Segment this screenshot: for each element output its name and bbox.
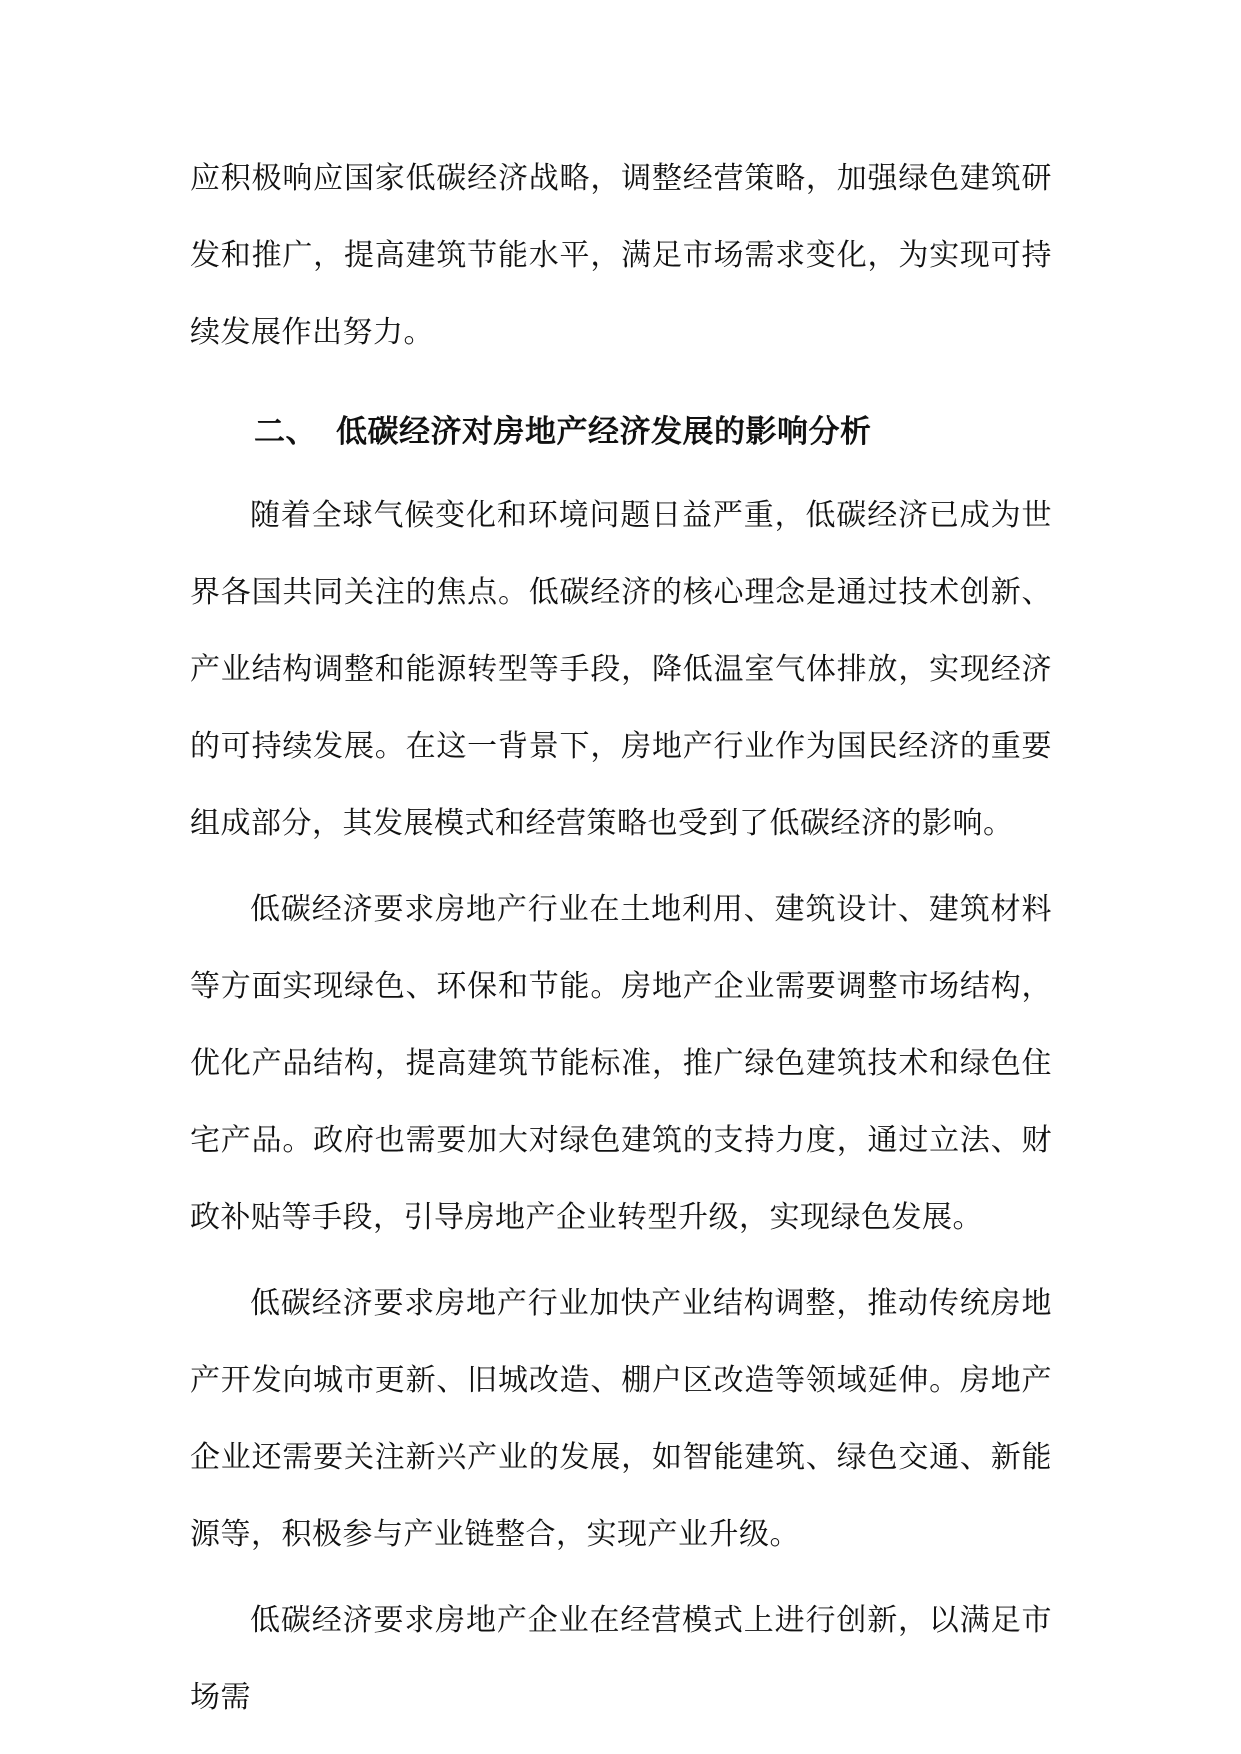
paragraph-continued: 应积极响应国家低碳经济战略，调整经营策略，加强绿色建筑研发和推广，提高建筑节能水平，满足市场需求变化，为实现可持续发展作出努力。: [190, 161, 1052, 350]
spacer: [190, 371, 1052, 380]
paragraph: 低碳经济要求房地产企业在经营模式上进行创新，以满足市场需: [190, 1603, 1052, 1715]
paragraph: 低碳经济要求房地产行业加快产业结构调整，推动传统房地产开发向城市更新、旧城改造、棚户区改造等领域延伸。房地产企业还需要关注新兴产业的发展，如智能建筑、绿色交通、新能源等，积极参与产业链整合，实现产业升级。: [190, 1286, 1052, 1552]
spacer: [190, 1256, 1052, 1265]
section-heading: [190, 380, 1052, 477]
paragraph: 低碳经济要求房地产行业在土地利用、建筑设计、建筑材料等方面实现绿色、环保和节能。房地产企业需要调整市场结构，优化产品结构，提高建筑节能标准，推广绿色建筑技术和绿色住宅产品。政府也需要加大对绿色建筑的支持力度，通过立法、财政补贴等手段，引导房地产企业转型升级，实现绿色发展。: [190, 892, 1052, 1235]
paragraph: 随着全球气候变化和环境问题日益严重，低碳经济已成为世界各国共同关注的焦点。低碳经济的核心理念是通过技术创新、产业结构调整和能源转型等手段，降低温室气体排放，实现经济的可持续发展。在这一背景下，房地产行业作为国民经济的重要组成部分，其发展模式和经营策略也受到了低碳经济的影响。: [190, 498, 1052, 841]
section-number: 二、: [254, 414, 317, 450]
document-body: [190, 140, 1052, 1736]
spacer: [190, 862, 1052, 871]
section-title: 低碳经济对房地产经济发展的影响分析: [336, 414, 872, 450]
spacer: [190, 1573, 1052, 1582]
